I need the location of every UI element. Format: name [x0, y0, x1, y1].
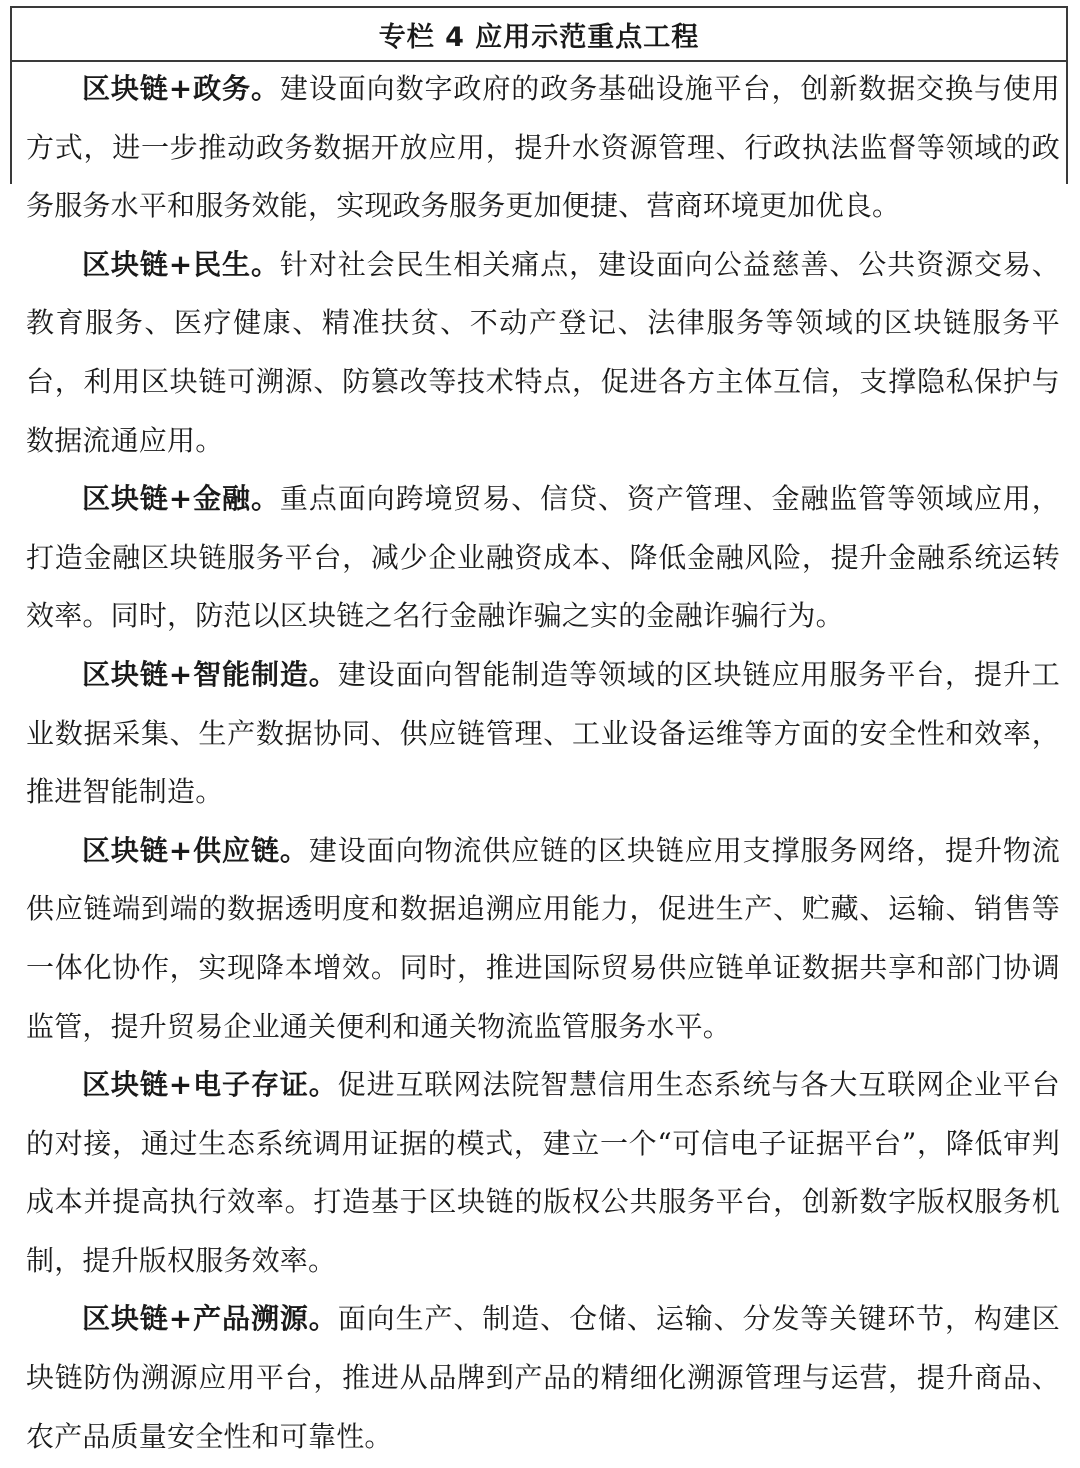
section-body: 面向生产、制造、仓储、运输、分发等关键环节，构建区块链防伪溯源应用平台，推进从品牌到产品的精细化溯源管理与运营，提升商品、农产品质量安全性和可靠性。 [26, 1302, 1060, 1453]
section-supply-chain [26, 822, 1060, 1056]
right-border-rule [1066, 62, 1068, 184]
section-livelihood [26, 236, 1060, 470]
left-border-rule [10, 62, 12, 184]
section-heading: 区块链+智能制造。 [82, 657, 338, 691]
section-heading: 区块链+供应链。 [82, 833, 309, 867]
section-heading: 区块链+金融。 [82, 482, 280, 516]
section-heading: 区块链+电子存证。 [82, 1068, 338, 1102]
section-body: 建设面向智能制造等领域的区块链应用服务平台，提升工业数据采集、生产数据协同、供应链管理、工业设备运维等方面的安全性和效率，推进智能制造。 [26, 657, 1060, 809]
section-smart-manufacturing [26, 646, 1060, 822]
section-heading: 区块链+产品溯源。 [82, 1302, 338, 1336]
section-electronic-evidence [26, 1056, 1060, 1290]
section-body: 促进互联网法院智慧信用生态系统与各大互联网企业平台的对接，通过生态系统调用证据的模式，建立一个“可信电子证据平台”，降低审判成本并提高执行效率。打造基于区块链的版权公共服务平台，创新数字版权服务机制，提升版权服务效率。 [26, 1068, 1060, 1277]
section-product-traceability [26, 1290, 1060, 1466]
section-body: 建设面向数字政府的政务基础设施平台，创新数据交换与使用方式，进一步推动政务数据开放应用，提升水资源管理、行政执法监督等领域的政务服务水平和服务效能，实现政务服务更加便捷、营商环境更加优良。 [26, 72, 1060, 223]
content-body [26, 60, 1060, 1466]
document-frame [10, 6, 1068, 1460]
section-heading: 区块链+民生。 [82, 247, 280, 281]
section-heading: 区块链+政务。 [82, 72, 280, 105]
section-body: 重点面向跨境贸易、信贷、资产管理、金融监管等领域应用，打造金融区块链服务平台，减少企业融资成本、降低金融风险，提升金融系统运转效率。同时，防范以区块链之名行金融诈骗之实的金融诈骗行为。 [26, 482, 1060, 633]
section-finance [26, 470, 1060, 646]
section-government [26, 60, 1060, 236]
section-body: 建设面向物流供应链的区块链应用支撑服务网络，提升物流供应链端到端的数据透明度和数据追溯应用能力，促进生产、贮藏、运输、销售等一体化协作，实现降本增效。同时，推进国际贸易供应链单证数据共享和部门协调监管，提升贸易企业通关便利和通关物流监管服务水平。 [26, 833, 1061, 1043]
section-body: 针对社会民生相关痛点，建设面向公益慈善、公共资源交易、教育服务、医疗健康、精准扶贫、不动产登记、法律服务等领域的区块链服务平台，利用区块链可溯源、防篡改等技术特点，促进各方主体互信，支撑隐私保护与数据流通应用。 [26, 247, 1060, 457]
title-box [10, 6, 1068, 62]
page-title: 专栏 4 应用示范重点工程 [378, 21, 700, 53]
